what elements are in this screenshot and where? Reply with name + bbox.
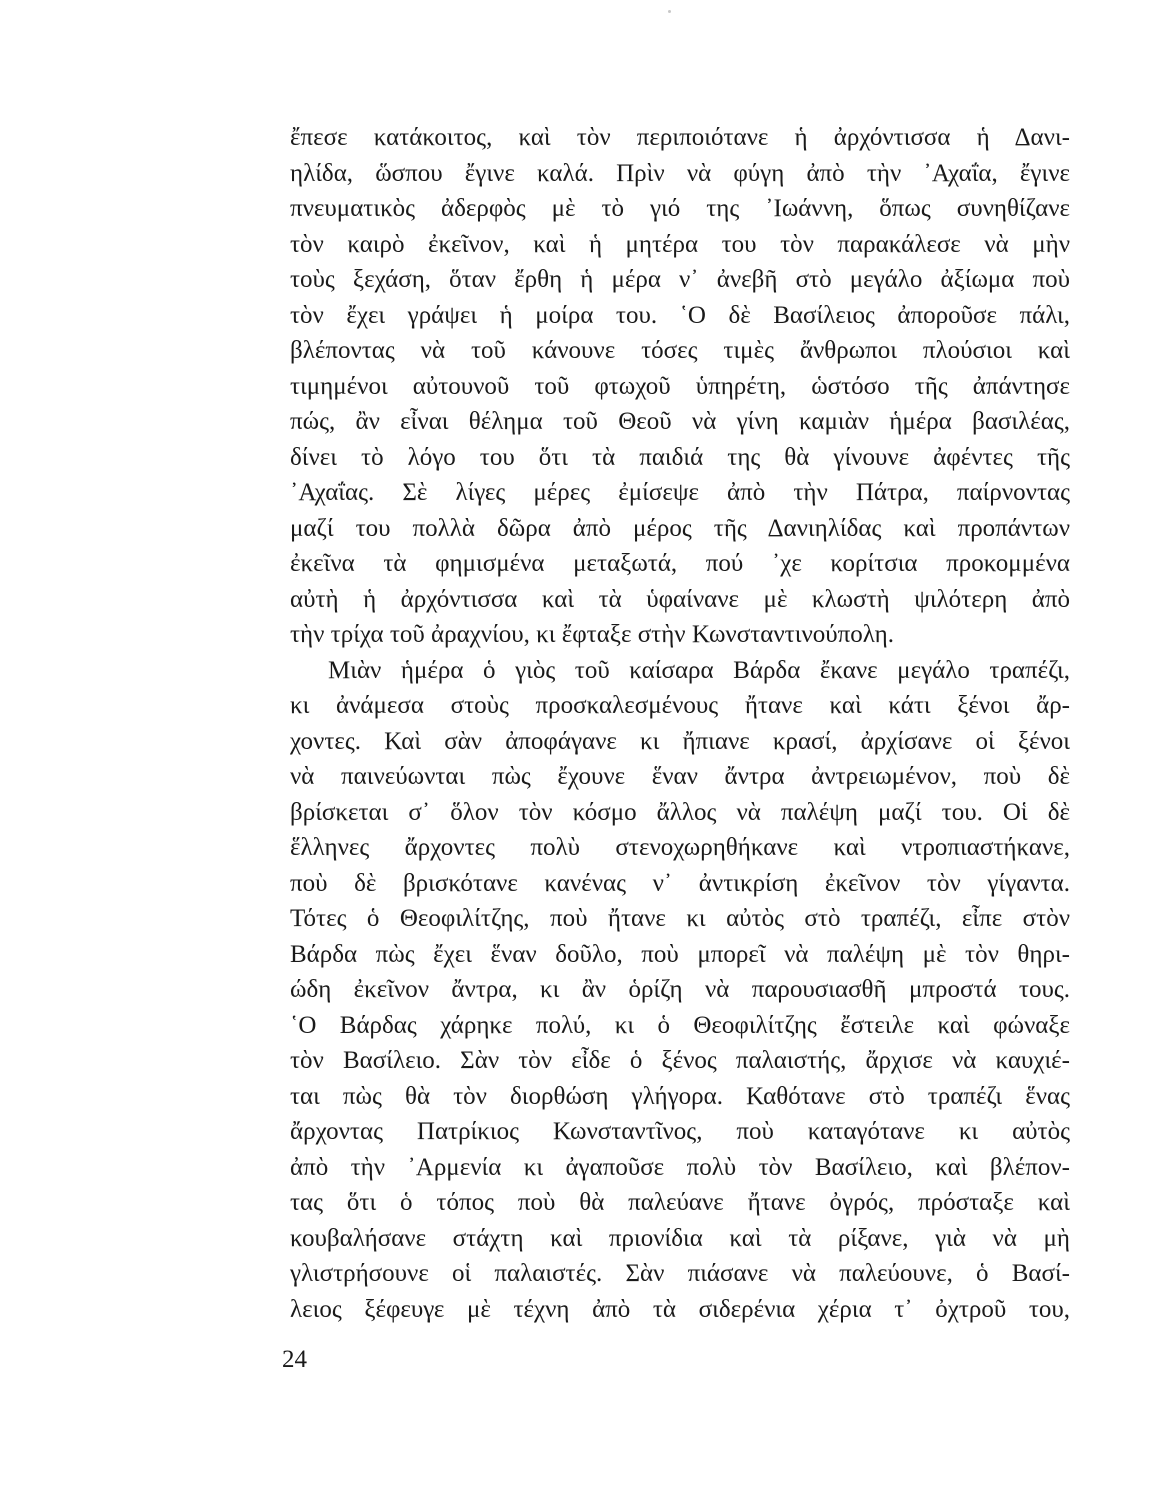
text-line: πώς, ἂν εἶναι θέλημα τοῦ Θεοῦ νὰ γίνη καμιὰν ἡμέρα βασιλέας, <box>290 408 1070 435</box>
text-line: ἐκεῖνα τὰ φημισμένα μεταξωτά, πού ᾿χε κορίτσια προκομμένα <box>290 550 1070 577</box>
text-line: τὸν καιρὸ ἐκεῖνον, καὶ ἡ μητέρα του τὸν παρακάλεσε νὰ μὴν <box>290 230 1070 258</box>
text-line: ἀπὸ τὴν ᾿Αρμενία κι ἀγαποῦσε πολὺ τὸν Βασίλειο, καὶ βλέπον- <box>290 1153 1070 1181</box>
text-line: ται πὼς θὰ τὸν διορθώση γλήγορα. Καθότανε στὸ τραπέζι ἕνας <box>290 1082 1070 1110</box>
text-line: κουβαλήσανε στάχτη καὶ πριονίδια καὶ τὰ ρίξανε, γιὰ νὰ μὴ <box>290 1224 1070 1252</box>
text-line: Μιὰν ἡμέρα ὁ γιὸς τοῦ καίσαρα Βάρδα ἔκανε μεγάλο τραπέζι, <box>328 656 1070 684</box>
text-line: ηλίδα, ὥσπου ἔγινε καλά. Πρὶν νὰ φύγη ἀπὸ τὴν ᾿Αχαΐα, ἔγινε <box>290 159 1070 187</box>
text-line: νὰ παινεύωνται πὼς ἔχουνε ἕναν ἄντρα ἀντρειωμένον, ποὺ δὲ <box>290 763 1070 790</box>
text-line: δίνει τὸ λόγο του ὅτι τὰ παιδιά της θὰ γίνουνε ἀφέντες τῆς <box>290 443 1070 471</box>
page-number: 24 <box>282 1346 307 1373</box>
text-line: τιμημένοι αὐτουνοῦ τοῦ φτωχοῦ ὑπηρέτη, ὡστόσο τῆς ἀπάντησε <box>290 372 1070 400</box>
text-line: Τότες ὁ Θεοφιλίτζης, ποὺ ἤτανε κι αὐτὸς στὸ τραπέζι, εἶπε στὸν <box>290 905 1070 932</box>
text-line: ᾿Αχαΐας. Σὲ λίγες μέρες ἐμίσεψε ἀπὸ τὴν Πάτρα, παίρνοντας <box>290 479 1070 506</box>
text-line: ώδη ἐκεῖνον ἄντρα, κι ἂν ὁρίζη νὰ παρουσιασθῆ μπροστά τους. <box>290 976 1070 1003</box>
paper-speck <box>668 10 671 13</box>
text-line: μαζί του πολλὰ δῶρα ἀπὸ μέρος τῆς Δανιηλίδας καὶ προπάντων <box>290 514 1070 542</box>
text-line: τοὺς ξεχάση, ὅταν ἔρθη ἡ μέρα ν᾿ ἀνεβῆ στὸ μεγάλο ἀξίωμα ποὺ <box>290 266 1070 293</box>
body-text <box>290 120 1070 1327</box>
text-line: χοντες. Καὶ σὰν ἀποφάγανε κι ἤπιανε κρασί, ἀρχίσανε οἱ ξένοι <box>290 727 1070 755</box>
text-line: βρίσκεται σ᾿ ὅλον τὸν κόσμο ἄλλος νὰ παλέψη μαζί του. Οἱ δὲ <box>290 798 1070 826</box>
text-line: κι ἀνάμεσα στοὺς προσκαλεσμένους ἤτανε καὶ κάτι ξένοι ἄρ- <box>290 692 1070 719</box>
text-line: τὸν ἔχει γράψει ἡ μοίρα του. ῾Ο δὲ Βασίλειος ἀποροῦσε πάλι, <box>290 301 1070 329</box>
text-line: τὴν τρίχα τοῦ ἀραχνίου, κι ἔφταξε στὴν Κωνσταντινούπολη. <box>290 621 894 648</box>
text-line: τὸν Βασίλειο. Σὰν τὸν εἶδε ὁ ξένος παλαιστής, ἄρχισε νὰ καυχιέ- <box>290 1047 1070 1074</box>
text-line: ποὺ δὲ βρισκότανε κανένας ν᾿ ἀντικρίση ἐκεῖνον τὸν γίγαντα. <box>290 869 1070 897</box>
text-line: αὐτὴ ἡ ἀρχόντισσα καὶ τὰ ὑφαίνανε μὲ κλωστὴ ψιλότερη ἀπὸ <box>290 585 1070 613</box>
text-line: ἄρχοντας Πατρίκιος Κωνσταντῖνος, ποὺ καταγότανε κι αὐτὸς <box>290 1118 1070 1145</box>
text-line: ῾Ο Βάρδας χάρηκε πολύ, κι ὁ Θεοφιλίτζης ἔστειλε καὶ φώναξε <box>290 1011 1070 1039</box>
text-line: Βάρδα πὼς ἔχει ἕναν δοῦλο, ποὺ μπορεῖ νὰ παλέψη μὲ τὸν θηρι- <box>290 940 1070 968</box>
text-line: ἔπεσε κατάκοιτος, καὶ τὸν περιποιότανε ἡ ἀρχόντισσα ἡ Δανι- <box>290 124 1070 151</box>
text-line: πνευματικὸς ἀδερφὸς μὲ τὸ γιό της ᾿Ιωάννη, ὅπως συνηθίζανε <box>290 195 1070 222</box>
text-line: γλιστρήσουνε οἱ παλαιστές. Σὰν πιάσανε νὰ παλεύουνε, ὁ Βασί- <box>290 1260 1070 1287</box>
paragraph-1 <box>290 120 1070 653</box>
text-line: ἕλληνες ἄρχοντες πολὺ στενοχωρηθήκανε καὶ ντροπιαστήκανε, <box>290 834 1070 861</box>
text-line: τας ὅτι ὁ τόπος ποὺ θὰ παλεύανε ἤτανε ὀγρός, πρόσταξε καὶ <box>290 1189 1070 1216</box>
text-line: βλέποντας νὰ τοῦ κάνουνε τόσες τιμὲς ἄνθρωποι πλούσιοι καὶ <box>290 337 1070 364</box>
paragraph-2 <box>290 653 1070 1328</box>
text-line: λειος ξέφευγε μὲ τέχνη ἀπὸ τὰ σιδερένια χέρια τ᾿ ὀχτροῦ του, <box>290 1295 1070 1323</box>
